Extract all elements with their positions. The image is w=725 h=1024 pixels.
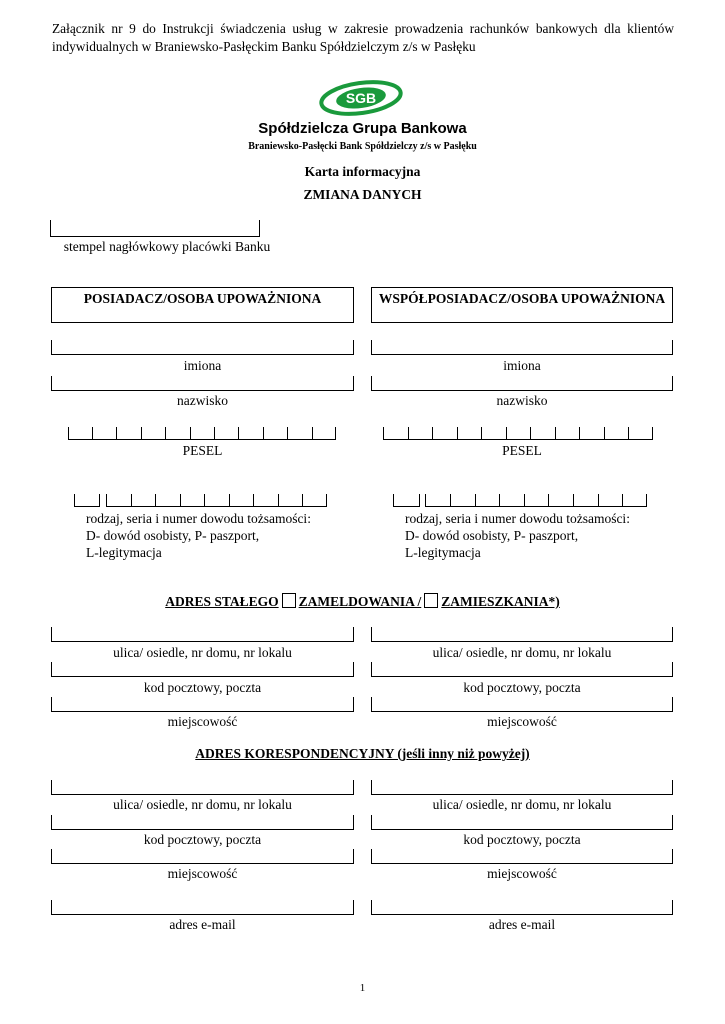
holder-header: POSIADACZ/OSOBA UPOWAŻNIONA [51, 287, 354, 323]
holder-id-type-field[interactable] [74, 494, 100, 507]
holder-street-label: ulica/ osiedle, nr domu, nr lokalu [113, 645, 292, 660]
coholder-corr-postcode-field[interactable] [371, 815, 673, 830]
id-label-line-1: rodzaj, seria i numer dowodu tożsamości: [86, 511, 311, 526]
coholder-surname-field[interactable] [371, 376, 673, 391]
coholder-corr-city-field[interactable] [371, 849, 673, 864]
holder-corr-city-field[interactable] [51, 849, 354, 864]
id-label-line-2: D- dowód osobisty, P- paszport, [405, 528, 579, 543]
registration-checkbox[interactable] [282, 593, 296, 608]
residence-checkbox[interactable] [424, 593, 438, 608]
id-label-line-3: L-legitymacja [405, 545, 481, 560]
attachment-note: Załącznik nr 9 do Instrukcji świadczenia usług w zakresie prowadzenia rachunków bankowych dla klientów indywidualnych w Braniewsko-Pasłęckim Banku Spółdzielczym z/s w Pasłęku [52, 21, 674, 54]
holder-corr-street-label: ulica/ osiedle, nr domu, nr lokalu [113, 797, 292, 812]
holder-street-field[interactable] [51, 627, 354, 642]
page-number: 1 [359, 982, 366, 994]
holder-corr-city-label: miejscowość [167, 866, 238, 881]
coholder-street-label: ulica/ osiedle, nr domu, nr lokalu [432, 645, 612, 660]
coholder-pesel-label: PESEL [502, 443, 542, 458]
holder-pesel-field[interactable] [68, 427, 336, 440]
bank-name: Braniewsko-Pasłęcki Bank Spółdzielczy z/s w Pasłęku [248, 141, 477, 152]
stamp-label: stempel nagłówkowy placówki Banku [63, 239, 271, 254]
holder-id-label [86, 510, 354, 561]
brand-name: Spółdzielcza Grupa Bankowa [258, 120, 467, 137]
sgb-logo [318, 80, 404, 116]
holder-corr-postcode-field[interactable] [51, 815, 354, 830]
coholder-street-field[interactable] [371, 627, 673, 642]
holder-first-names-field[interactable] [51, 340, 354, 355]
coholder-surname-label: nazwisko [496, 393, 548, 408]
holder-surname-label: nazwisko [177, 393, 228, 408]
coholder-id-number-field[interactable] [425, 494, 647, 507]
holder-id-number-field[interactable] [106, 494, 327, 507]
coholder-id-label [405, 510, 673, 561]
holder-first-names-label: imiona [183, 358, 222, 373]
doc-title: Karta informacyjna [304, 164, 421, 179]
coholder-corr-street-field[interactable] [371, 780, 673, 795]
coholder-city-label: miejscowość [487, 714, 557, 729]
correspondence-address-heading [0, 746, 725, 762]
holder-postcode-field[interactable] [51, 662, 354, 677]
holder-corr-street-field[interactable] [51, 780, 354, 795]
coholder-corr-postcode-label: kod pocztowy, poczta [463, 832, 581, 847]
coholder-corr-city-label: miejscowość [487, 866, 557, 881]
holder-postcode-label: kod pocztowy, poczta [143, 680, 262, 695]
holder-surname-field[interactable] [51, 376, 354, 391]
coholder-city-field[interactable] [371, 697, 673, 712]
coholder-postcode-field[interactable] [371, 662, 673, 677]
holder-email-label: adres e-mail [169, 917, 236, 932]
coholder-pesel-field[interactable] [383, 427, 653, 440]
holder-city-field[interactable] [51, 697, 354, 712]
coholder-header: WSPÓŁPOSIADACZ/OSOBA UPOWAŻNIONA [371, 287, 673, 323]
registration-label: ZAMELDOWANIA / [298, 594, 422, 609]
holder-city-label: miejscowość [167, 714, 238, 729]
holder-pesel-label: PESEL [182, 443, 223, 458]
permanent-address-heading [0, 593, 725, 610]
permanent-address-label: ADRES STAŁEGO [165, 594, 279, 609]
holder-corr-postcode-label: kod pocztowy, poczta [143, 832, 262, 847]
id-label-line-1: rodzaj, seria i numer dowodu tożsamości: [405, 511, 630, 526]
coholder-email-field[interactable] [371, 900, 673, 915]
coholder-corr-street-label: ulica/ osiedle, nr domu, nr lokalu [432, 797, 612, 812]
coholder-id-type-field[interactable] [393, 494, 420, 507]
doc-subtitle: ZMIANA DANYCH [303, 187, 422, 202]
coholder-first-names-label: imiona [503, 358, 541, 373]
id-label-line-2: D- dowód osobisty, P- paszport, [86, 528, 260, 543]
holder-email-field[interactable] [51, 900, 354, 915]
coholder-postcode-label: kod pocztowy, poczta [463, 680, 581, 695]
logo-text: SGB [345, 90, 377, 106]
stamp-field[interactable] [50, 220, 260, 237]
coholder-first-names-field[interactable] [371, 340, 673, 355]
id-label-line-3: L-legitymacja [86, 545, 162, 560]
correspondence-address-label: ADRES KORESPONDENCYJNY (jeśli inny niż powyżej) [195, 746, 530, 761]
residence-label: ZAMIESZKANIA*) [441, 594, 560, 609]
coholder-email-label: adres e-mail [488, 917, 556, 932]
